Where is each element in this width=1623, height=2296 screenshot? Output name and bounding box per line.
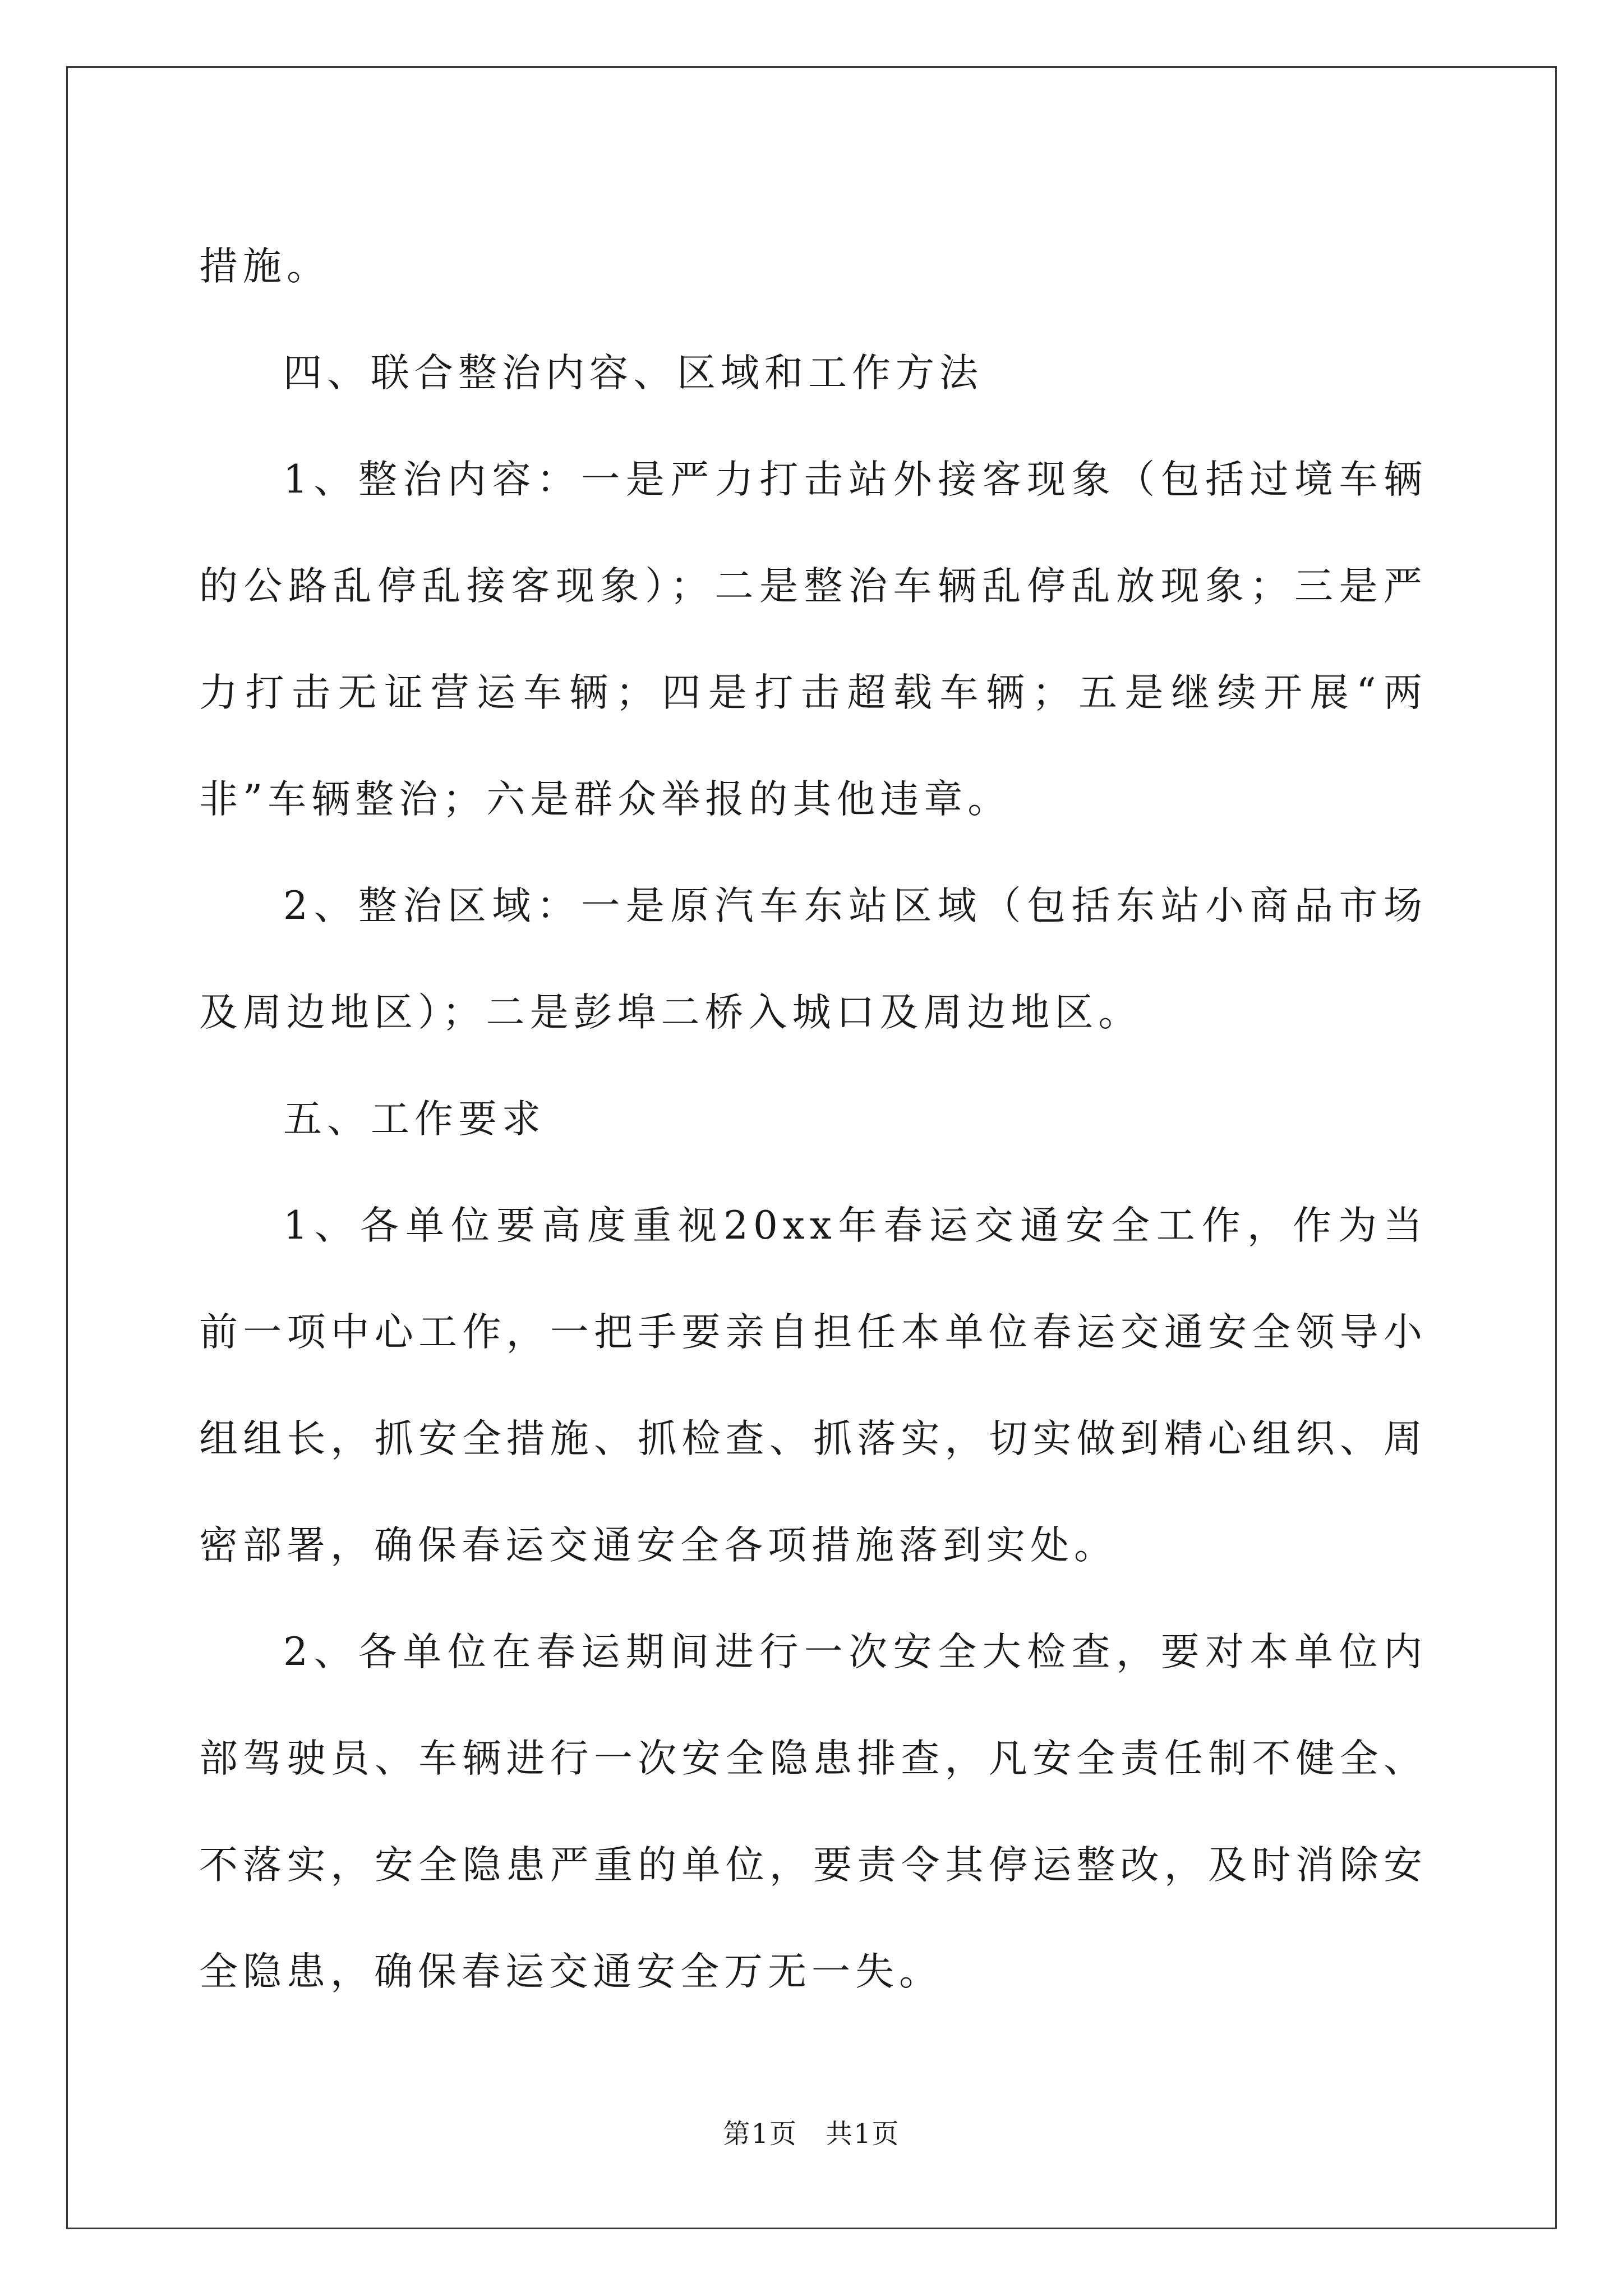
section-heading-4: 四、联合整治内容、区域和工作方法: [283, 351, 983, 395]
page-number: 第1页 共1页: [723, 2118, 900, 2150]
paragraph-requirement-2: 2、各单位在春运期间进行一次安全大检查，要对本单位内部驾驶员、车辆进行一次安全隐患排查，凡安全责任制不健全、不落实，安全隐患严重的单位，要责令其停运整改，及时消除安全隐患，确保春运交通安全万无一失。: [199, 1630, 1427, 1994]
paragraph-rectification-content: 1、整治内容：一是严力打击站外接客现象（包括过境车辆的公路乱停乱接客现象）；二是整治车辆乱停乱放现象；三是严力打击无证营运车辆；四是打击超载车辆；五是继续开展“两非”车辆整治；六是群众举报的其他违章。: [199, 457, 1427, 822]
section-heading-5: 五、工作要求: [283, 1097, 546, 1142]
paragraph-requirement-1: 1、各单位要高度重视20xx年春运交通安全工作，作为当前一项中心工作，一把手要亲自担任本单位春运交通安全领导小组组长，抓安全措施、抓检查、抓落实，切实做到精心组织、周密部署，确保春运交通安全各项措施落到实处。: [199, 1203, 1427, 1568]
document-body: [199, 213, 1427, 2025]
paragraph-1: 措施。: [199, 244, 330, 289]
paragraph-rectification-area: 2、整治区域：一是原汽车东站区域（包括东站小商品市场及周边地区）；二是彭埠二桥入城口及周边地区。: [199, 884, 1427, 1035]
